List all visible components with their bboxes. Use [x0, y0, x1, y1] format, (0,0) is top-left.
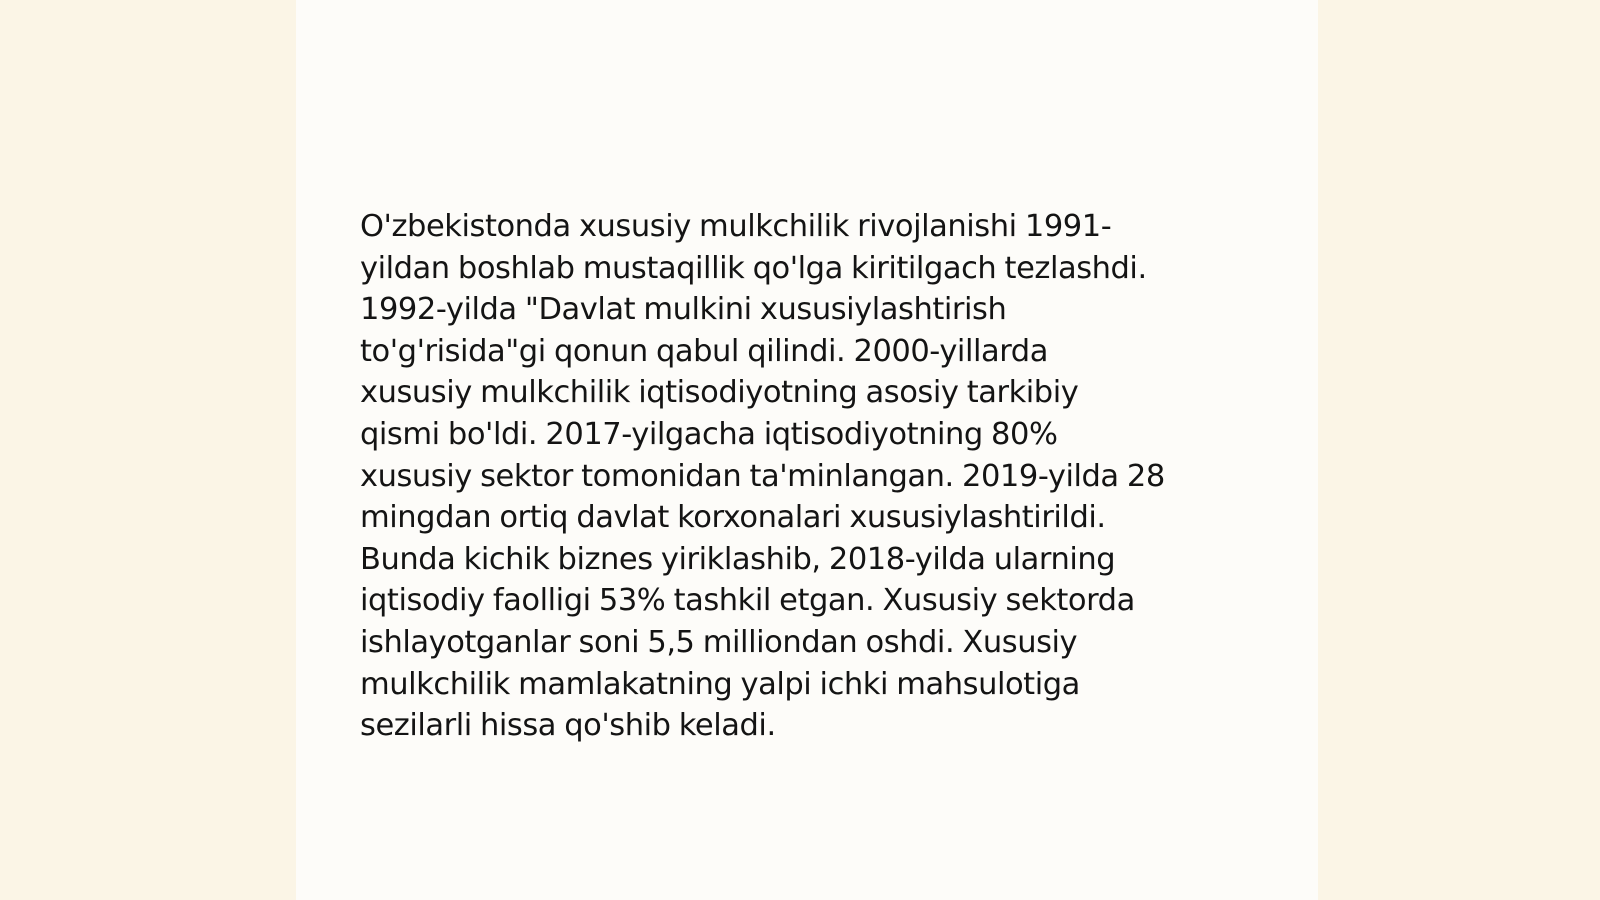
- paragraph-line: mingdan ortiq davlat korxonalari xususiylashtirildi.: [360, 500, 1106, 536]
- background-left: [0, 0, 296, 900]
- paragraph-line: to'g'risida"gi qonun qabul qilindi. 2000-yillarda: [360, 333, 1048, 369]
- background-right: [1318, 0, 1600, 900]
- paragraph-line: yildan boshlab mustaqillik qo'lga kiritilgach tezlashdi.: [360, 250, 1147, 286]
- paragraph-line: O'zbekistonda xususiy mulkchilik rivojlanishi 1991-: [360, 209, 1112, 244]
- paragraph-line: ishlayotganlar soni 5,5 milliondan oshdi. Xususiy: [360, 624, 1078, 660]
- paragraph-line: sezilarli hissa qo'shib keladi.: [360, 708, 776, 744]
- paragraph-line: iqtisodiy faolligi 53% tashkil etgan. Xususiy sektorda: [360, 583, 1135, 619]
- slide-paragraph: [360, 206, 1240, 747]
- slide: [296, 0, 1318, 900]
- paragraph-line: qismi bo'ldi. 2017-yilgacha iqtisodiyotning 80%: [360, 416, 1058, 452]
- paragraph-line: xususiy mulkchilik iqtisodiyotning asosiy tarkibiy: [360, 375, 1079, 411]
- paragraph-line: Bunda kichik biznes yiriklashib, 2018-yilda ularning: [360, 541, 1116, 577]
- paragraph-line: 1992-yilda "Davlat mulkini xususiylashtirish: [360, 292, 1007, 328]
- paragraph-line: mulkchilik mamlakatning yalpi ichki mahsulotiga: [360, 666, 1080, 702]
- paragraph-line: xususiy sektor tomonidan ta'minlangan. 2019-yilda 28: [360, 458, 1165, 494]
